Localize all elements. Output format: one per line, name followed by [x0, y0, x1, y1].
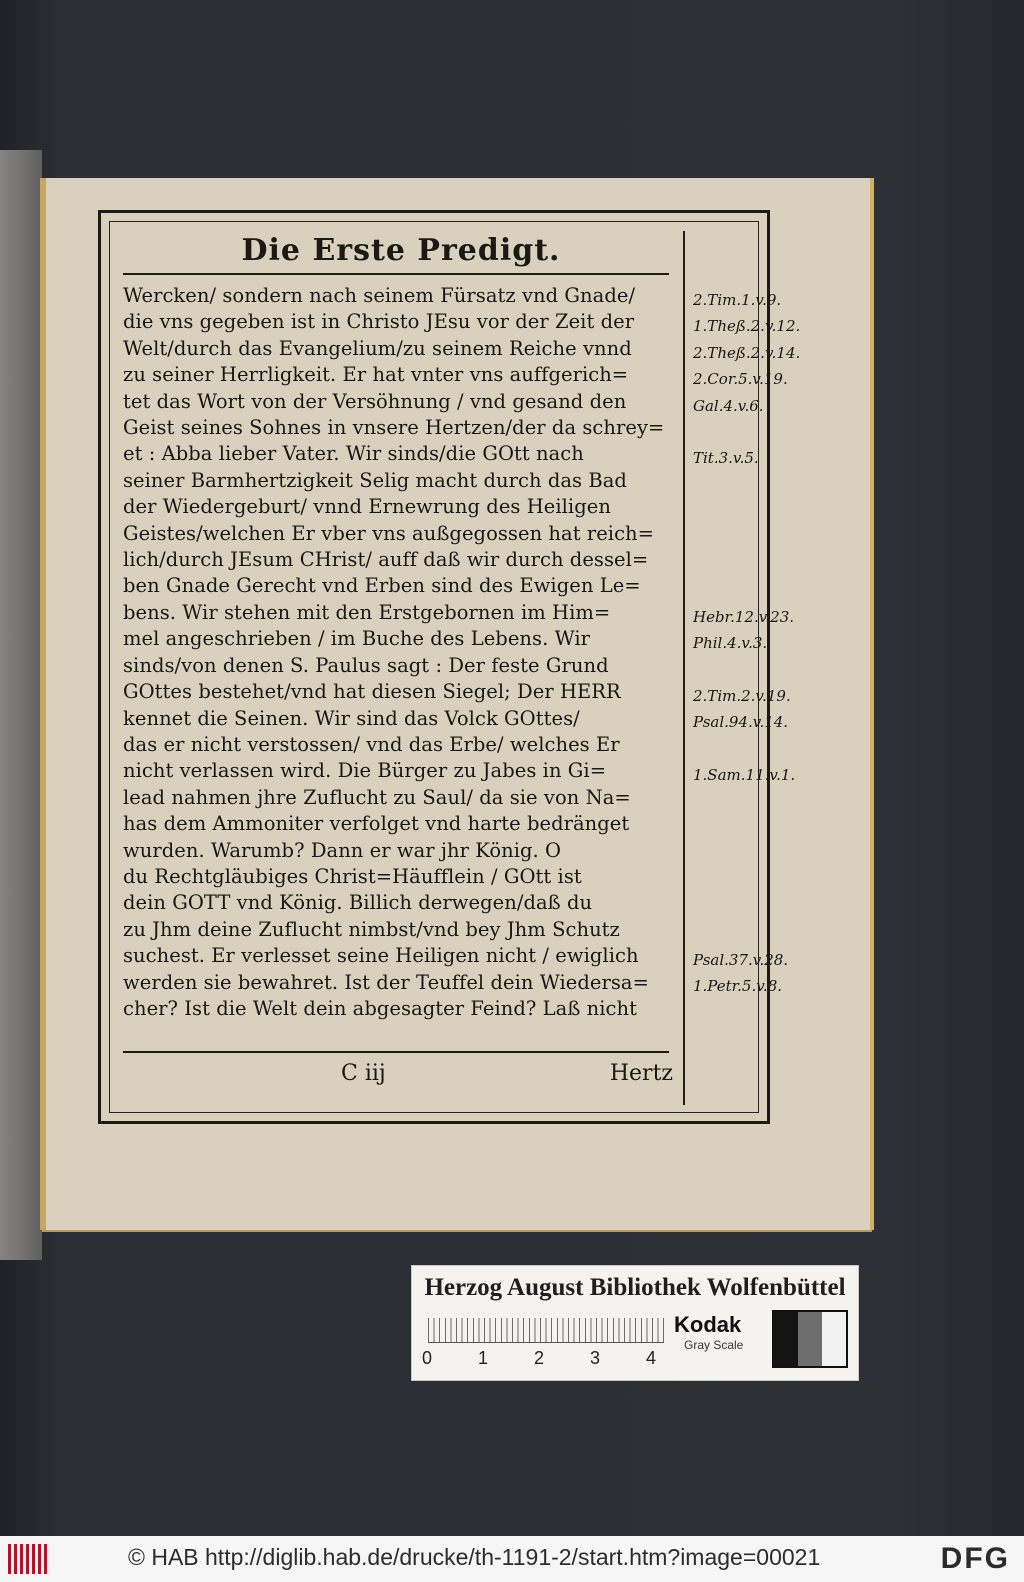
signature-mark: C iij [341, 1061, 386, 1086]
margin-note: Phil.4.v.3. [693, 634, 768, 653]
body-line: nicht verlassen wird. Die Bürger zu Jabes in Gi= [123, 759, 607, 783]
color-target [411, 1265, 859, 1381]
margin-note: 1.Petr.5.v.8. [693, 977, 783, 996]
margin-column-rule [683, 231, 685, 1105]
dfg-logo: DFG [940, 1542, 1010, 1575]
scale-ruler [428, 1318, 664, 1343]
gray-swatch [774, 1312, 798, 1366]
head-rule [123, 273, 669, 275]
book-page [40, 178, 870, 1230]
ruler-number: 4 [646, 1348, 657, 1368]
margin-note: Hebr.12.v.23. [693, 607, 795, 626]
body-line: die vns gegeben ist in Christo JEsu vor der Zeit der [123, 310, 635, 334]
body-line: Wercken/ sondern nach seinem Fürsatz vnd Gnade/ [123, 284, 636, 307]
foot-rule [123, 1051, 669, 1053]
body-line: seiner Barmhertzigkeit Selig macht durch das Bad [123, 468, 627, 492]
body-line: GOttes bestehet/vnd hat diesen Siegel; Der HERR [123, 680, 621, 704]
brand-sub-label: Gray Scale [684, 1338, 744, 1352]
body-line: der Wiedergeburt/ vnnd Ernewrung des Heiligen [123, 495, 611, 519]
body-line: Geistes/welchen Er vber vns außgegossen hat reich= [123, 521, 655, 545]
body-line: lich/durch JEsum CHrist/ auff daß wir durch dessel= [123, 548, 649, 572]
brand-label: Kodak [674, 1312, 742, 1337]
body-line: tet das Wort von der Versöhnung / vnd gesand den [123, 389, 627, 413]
body-line: suchest. Er verlesset seine Heiligen nicht / ewiglich [123, 944, 639, 968]
target-title: Herzog August Bibliothek Wolfenbüttel [424, 1274, 846, 1301]
ruler-number: 1 [478, 1348, 489, 1368]
margin-note: 1.Sam.11.v.1. [693, 766, 796, 785]
body-line: zu Jhm deine Zuflucht nimbst/vnd bey Jhm Schutz [123, 917, 620, 941]
gray-swatch [822, 1312, 846, 1366]
body-line: cher? Ist die Welt dein abgesagter Feind? Laß nicht [123, 996, 638, 1020]
body-line: sinds/von denen S. Paulus sagt : Der feste Grund [123, 653, 609, 677]
body-line: et : Abba lieber Vater. Wir sinds/die GOtt nach [123, 442, 584, 466]
margin-note: Psal.37.v.28. [693, 951, 789, 969]
body-line: zu seiner Herrligkeit. Er hat vnter vns auffgerich= [123, 363, 629, 387]
margin-note: 2.Cor.5.v.19. [693, 370, 788, 389]
margin-note: Psal.94.v.14. [693, 713, 789, 732]
catchline [123, 1061, 673, 1093]
body-line: has dem Ammoniter verfolget vnd harte bedränget [123, 812, 630, 836]
ruler-numbers [422, 1348, 682, 1372]
margin-note: Gal.4.v.6. [693, 396, 764, 415]
body-line: Geist seines Sohnes in vnsere Hertzen/der da schrey= [123, 416, 665, 440]
gray-swatch [798, 1312, 822, 1366]
ruler-number: 3 [590, 1348, 601, 1368]
running-head: Die Erste Predigt. [241, 233, 561, 268]
margin-note: 2.Tim.1.v.9. [693, 291, 782, 309]
body-line: werden sie bewahret. Ist der Teuffel dein Wiedersa= [123, 970, 649, 994]
ruler-number: 2 [534, 1348, 545, 1368]
body-line: das er nicht verstossen/ vnd das Erbe/ welches Er [123, 732, 620, 756]
margin-note: 2.Theß.2.v.14. [693, 343, 801, 362]
body-line: ben Gnade Gerecht vnd Erben sind des Ewigen Le= [123, 574, 641, 598]
hab-logo-icon [8, 1544, 48, 1574]
margin-note: 1.Theß.2.v.12. [693, 317, 801, 336]
margin-note: Tit.3.v.5. [693, 449, 759, 468]
body-line: dein GOTT vnd König. Billich derwegen/daß du [123, 891, 593, 915]
previous-page-edge [0, 150, 42, 1260]
body-line: bens. Wir stehen mit den Erstgebornen im Him= [123, 600, 611, 624]
body-line: Welt/durch das Evangelium/zu seinem Reiche vnnd [123, 336, 632, 360]
body-line: lead nahmen jhre Zuflucht zu Saul/ da sie von Na= [123, 785, 631, 809]
body-line: mel angeschrieben / im Buche des Lebens. Wir [123, 627, 591, 651]
body-line: kennet die Seinen. Wir sind das Volck GOttes/ [123, 706, 580, 730]
body-text [123, 283, 673, 1022]
page-frame [98, 210, 801, 1124]
margin-note: 2.Tim.2.v.19. [693, 687, 791, 705]
body-line: du Rechtgläubiges Christ=Häufflein / GOtt ist [123, 864, 582, 888]
footer-bar [0, 1536, 1024, 1582]
footer-url[interactable]: © HAB http://diglib.hab.de/drucke/th-1191-2/start.htm?image=00021 [128, 1544, 821, 1570]
gray-swatches [772, 1310, 848, 1368]
catchword: Hertz [609, 1061, 673, 1086]
ruler-number: 0 [422, 1348, 433, 1368]
body-line: wurden. Warumb? Dann er war jhr König. O [123, 838, 562, 862]
